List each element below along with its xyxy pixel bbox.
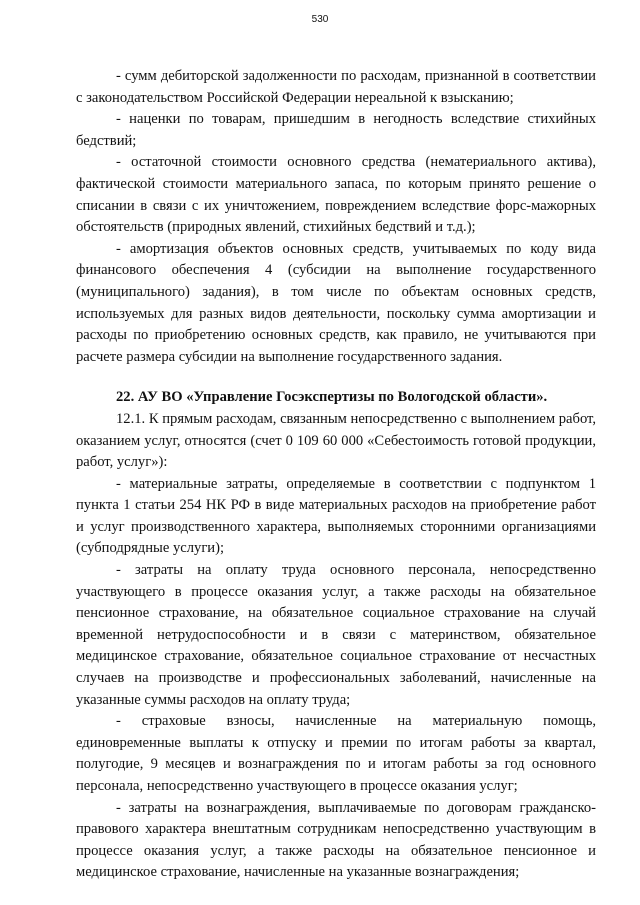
section-heading: 22. АУ ВО «Управление Госэкспертизы по Вологодской области».: [116, 389, 548, 406]
paragraph-residual-value: - остаточной стоимости основного средства (нематериального актива), фактической стоимости материального запаса, по которым принято решение о списании в связи с их уничтожением, повреждением вследствие форс-мажорных обстоятельств (природных явлений, стихийных бедствий и т.д.);: [76, 154, 596, 236]
paragraph-civil-contracts: - затраты на вознаграждения, выплачиваемые по договорам гражданско-правового характера внештатным сотрудникам непосредственно участвующим в процессе оказания услуг, а также расходы на обязательное пенсионное и медицинское страхование, начисленные на указанные вознаграждения;: [76, 799, 596, 881]
paragraph-insurance-contributions: - страховые взносы, начисленные на материальную помощь, единовременные выплаты к отпуску и премии по итогам работы за квартал, полугодие, 9 месяцев и вознаграждения по и итогам работы за год основного персонала, непосредственно участвующего в процессе оказания услуг;: [76, 713, 596, 794]
page-number: 530: [311, 14, 329, 25]
document-body: [76, 66, 596, 884]
paragraph-labor-costs: - затраты на оплату труда основного персонала, непосредственно участвующего в процессе оказания услуг, а также расходы на обязательное пенсионное страхование, на обязательное социальное страхование на случай временной нетрудоспособности и в связи с материнством, обязательное медицинское страхование, обязательное социальное страхование от несчастных случаев на производстве и профессиональных заболеваний, начисленные на указанные суммы расходов на оплату труда;: [76, 562, 596, 708]
paragraph-receivables: - сумм дебиторской задолженности по расходам, признанной в соответствии с законодательством Российской Федерации нереальной к взысканию;: [76, 68, 596, 106]
paragraph-direct-costs: 12.1. К прямым расходам, связанным непосредственно с выполнением работ, оказанием услуг, относятся (счет 0 109 60 000 «Себестоимость готовой продукции, работ, услуг»):: [76, 410, 596, 471]
paragraph-amortization: - амортизация объектов основных средств, учитываемых по коду вида финансового обеспечения 4 (субсидии на выполнение государственного (муниципального) задания), в том числе по объектам основных средств, используемых для разных видов деятельности, поскольку сумма амортизации и расходы по приобретению основных средств, как правило, не учитываются при расчете размера субсидии на выполнение государственного задания.: [76, 240, 596, 365]
paragraph-material-costs: - материальные затраты, определяемые в соответствии с подпунктом 1 пункта 1 статьи 254 НК РФ в виде материальных расходов на приобретение работ и услуг производственного характера, выполняемых сторонними организациями (субподрядные услуги);: [76, 475, 596, 557]
paragraph-markups: - наценки по товарам, пришедшим в негодность вследствие стихийных бедствий;: [76, 111, 596, 149]
